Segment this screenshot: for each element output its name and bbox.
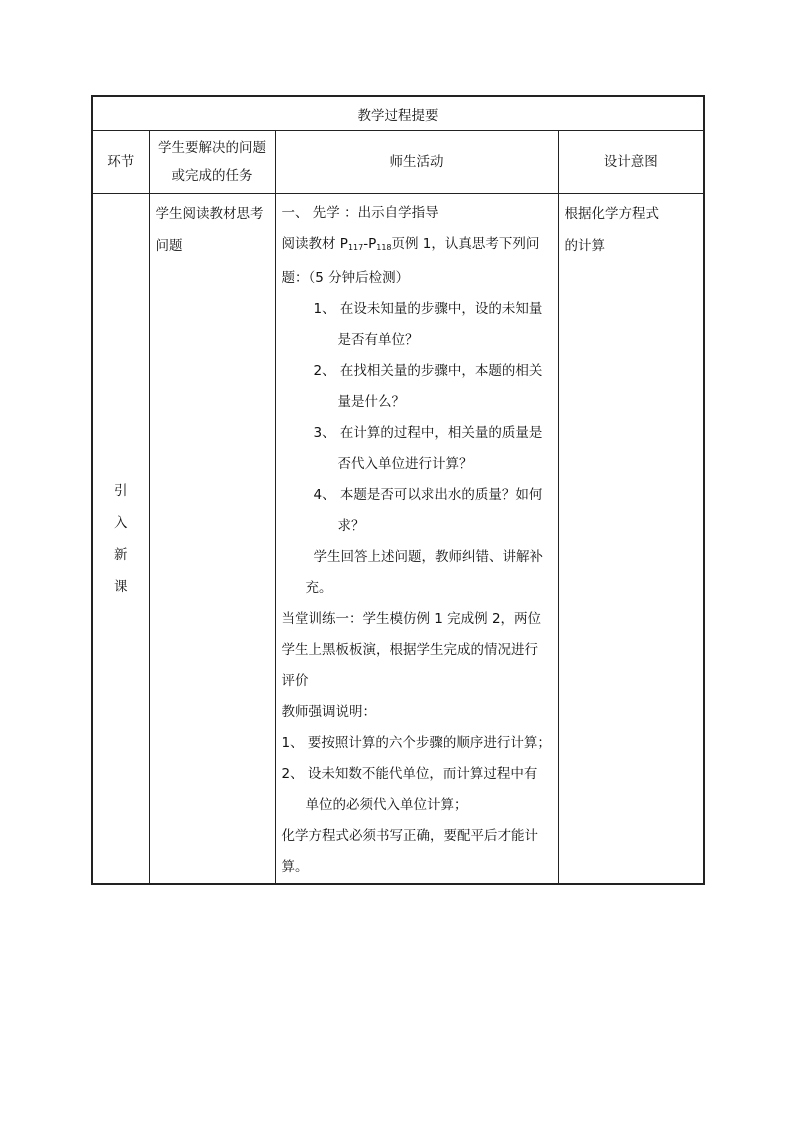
reading-instruction-cont: 题：（5 分钟后检测） (281, 270, 410, 286)
stage-cell (92, 194, 149, 885)
task-cell: 学生阅读教材思考问题 (149, 194, 275, 885)
stage-char: 新 (114, 546, 128, 563)
design-cell (558, 194, 704, 885)
stage-char: 课 (114, 578, 128, 595)
emphasis-heading: 教师强调说明： (281, 704, 376, 720)
final-note: 化学方程式必须书写正确，要配平后才能计 (281, 828, 538, 844)
reading-text: 页例 1，认真思考下列问 (391, 236, 540, 252)
design-text: 根据化学方程式 (564, 206, 659, 222)
reading-text: 阅读教材 P (281, 236, 348, 252)
practice-text-cont: 学生上黑板板演，根据学生完成的情况进行 (281, 642, 538, 658)
answer-text-cont: 充。 (305, 580, 333, 596)
question-4: 4、 本题是否可以求出水的质量？如何 (313, 487, 543, 503)
question-2: 2、 在找相关量的步骤中，本题的相关 (313, 363, 543, 379)
header-row (92, 131, 704, 194)
reading-text: -P (363, 236, 377, 252)
header-activity: 师生活动 (275, 131, 558, 194)
header-task: 学生要解决的问题或完成的任务 (149, 131, 275, 194)
teaching-process-table (91, 95, 705, 885)
question-3-cont: 否代入单位进行计算？ (337, 456, 473, 472)
question-2-cont: 量是什么？ (337, 394, 405, 410)
activity-cell (275, 194, 558, 885)
design-text-cont: 的计算 (564, 238, 605, 254)
final-note-cont: 算。 (281, 859, 309, 875)
question-1-cont: 是否有单位？ (337, 332, 419, 348)
practice-text-end: 评价 (281, 673, 309, 689)
page-subscript: 117 (347, 243, 364, 252)
emphasis-1: 1、 要按照计算的六个步骤的顺序进行计算； (281, 735, 551, 751)
table-row (92, 194, 704, 885)
question-1: 1、 在设未知量的步骤中，设的未知量 (313, 301, 543, 317)
table-title: 教学过程提要 (92, 96, 704, 131)
header-stage: 环节 (92, 131, 149, 194)
question-4-cont: 求？ (337, 518, 365, 534)
title-row (92, 96, 704, 131)
question-3: 3、 在计算的过程中，相关量的质量是 (313, 425, 543, 441)
answer-text: 学生回答上述问题，教师纠错、讲解补 (313, 549, 543, 565)
reading-instruction (282, 229, 554, 263)
emphasis-2: 2、 设未知数不能代单位，而计算过程中有 (281, 766, 538, 782)
activity-heading: 一、 先学 ：出示自学指导 (281, 205, 439, 221)
emphasis-2-cont: 单位的必须代入单位计算； (305, 797, 468, 813)
page-subscript: 118 (376, 243, 392, 252)
header-design: 设计意图 (558, 131, 704, 194)
stage-char: 引 (114, 482, 128, 499)
practice-text: 当堂训练一：学生模仿例 1 完成例 2，两位 (281, 611, 542, 627)
stage-char: 入 (114, 514, 128, 531)
